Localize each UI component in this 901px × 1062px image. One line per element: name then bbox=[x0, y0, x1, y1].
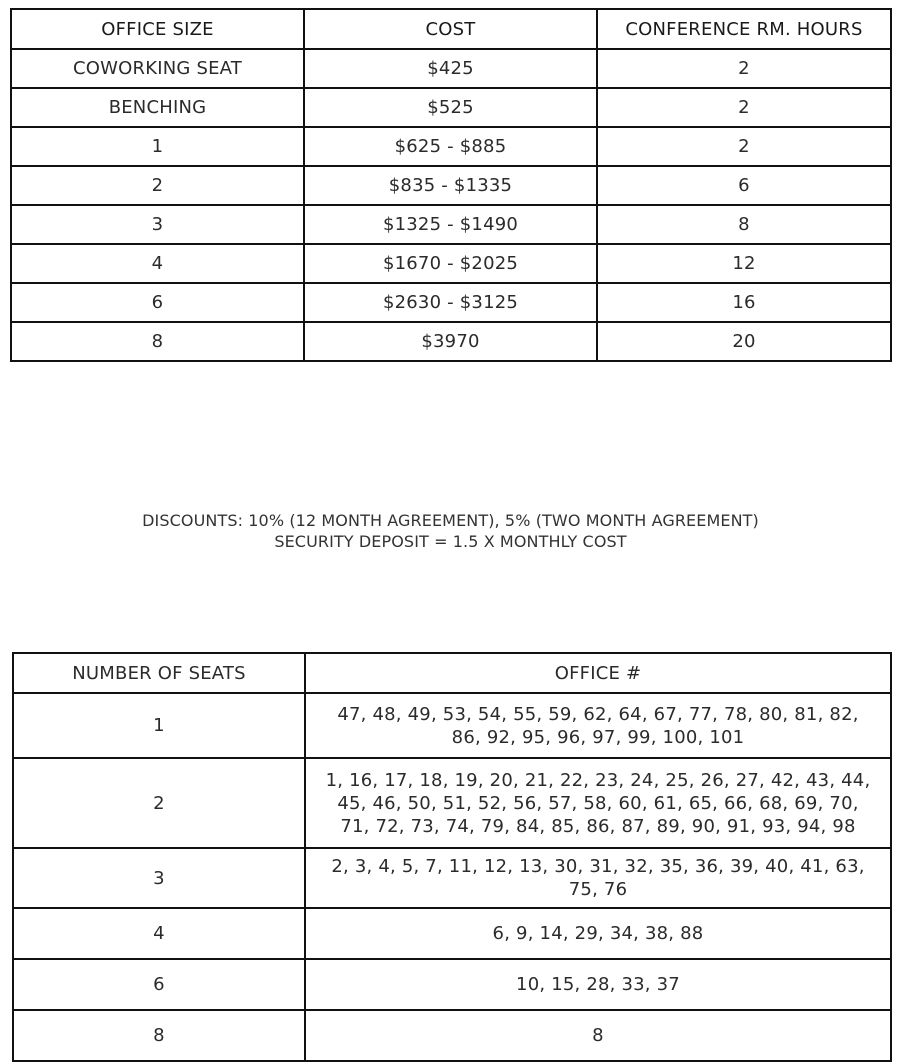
header-conference-hours: CONFERENCE RM. HOURS bbox=[597, 9, 891, 49]
pricing-row bbox=[11, 166, 891, 205]
pricing-row bbox=[11, 244, 891, 283]
pricing-row bbox=[11, 127, 891, 166]
pricing-row bbox=[11, 205, 891, 244]
office-size-cell: BENCHING bbox=[11, 88, 304, 127]
seats-table bbox=[12, 652, 892, 1062]
seats-row bbox=[13, 908, 891, 959]
office-size-cell: COWORKING SEAT bbox=[11, 49, 304, 88]
office-size-cell: 2 bbox=[11, 166, 304, 205]
header-cost: COST bbox=[304, 9, 597, 49]
pricing-notes bbox=[0, 510, 901, 552]
office-numbers-cell: 8 bbox=[305, 1010, 891, 1061]
office-numbers-cell: 6, 9, 14, 29, 34, 38, 88 bbox=[305, 908, 891, 959]
office-numbers-cell: 10, 15, 28, 33, 37 bbox=[305, 959, 891, 1010]
cost-cell: $625 - $885 bbox=[304, 127, 597, 166]
office-size-cell: 3 bbox=[11, 205, 304, 244]
seats-row bbox=[13, 693, 891, 758]
office-numbers-cell: 47, 48, 49, 53, 54, 55, 59, 62, 64, 67, 77, 78, 80, 81, 82, 86, 92, 95, 96, 97, 99, 100, 101 bbox=[305, 693, 891, 758]
pricing-table bbox=[10, 8, 892, 362]
conference-hours-cell: 2 bbox=[597, 127, 891, 166]
conference-hours-cell: 2 bbox=[597, 88, 891, 127]
cost-cell: $3970 bbox=[304, 322, 597, 361]
pricing-row bbox=[11, 322, 891, 361]
seats-row bbox=[13, 848, 891, 908]
office-size-cell: 1 bbox=[11, 127, 304, 166]
cost-cell: $835 - $1335 bbox=[304, 166, 597, 205]
conference-hours-cell: 8 bbox=[597, 205, 891, 244]
pricing-row bbox=[11, 283, 891, 322]
header-office-number: OFFICE # bbox=[305, 653, 891, 693]
discounts-note: DISCOUNTS: 10% (12 MONTH AGREEMENT), 5% (TWO MONTH AGREEMENT) bbox=[142, 511, 759, 530]
seat-count-cell: 8 bbox=[13, 1010, 305, 1061]
pricing-row bbox=[11, 49, 891, 88]
cost-cell: $2630 - $3125 bbox=[304, 283, 597, 322]
conference-hours-cell: 6 bbox=[597, 166, 891, 205]
pricing-header-row bbox=[11, 9, 891, 49]
conference-hours-cell: 12 bbox=[597, 244, 891, 283]
seats-row bbox=[13, 959, 891, 1010]
cost-cell: $525 bbox=[304, 88, 597, 127]
seat-count-cell: 3 bbox=[13, 848, 305, 908]
office-numbers-cell: 2, 3, 4, 5, 7, 11, 12, 13, 30, 31, 32, 35, 36, 39, 40, 41, 63, 75, 76 bbox=[305, 848, 891, 908]
seat-count-cell: 2 bbox=[13, 758, 305, 848]
pricing-row bbox=[11, 88, 891, 127]
office-numbers-cell: 1, 16, 17, 18, 19, 20, 21, 22, 23, 24, 25, 26, 27, 42, 43, 44, 45, 46, 50, 51, 52, 56, 57, 58, 60, 61, 65, 66, 68, 69, 70, 71, 72, 73, 74, 79, 84, 85, 86, 87, 89, 90, 91, 93, 94, 98 bbox=[305, 758, 891, 848]
office-size-cell: 8 bbox=[11, 322, 304, 361]
header-number-of-seats: NUMBER OF SEATS bbox=[13, 653, 305, 693]
seat-count-cell: 4 bbox=[13, 908, 305, 959]
conference-hours-cell: 2 bbox=[597, 49, 891, 88]
security-deposit-note: SECURITY DEPOSIT = 1.5 X MONTHLY COST bbox=[274, 532, 627, 551]
office-size-cell: 4 bbox=[11, 244, 304, 283]
seats-header-row bbox=[13, 653, 891, 693]
header-office-size: OFFICE SIZE bbox=[11, 9, 304, 49]
seats-row bbox=[13, 758, 891, 848]
conference-hours-cell: 20 bbox=[597, 322, 891, 361]
cost-cell: $1670 - $2025 bbox=[304, 244, 597, 283]
seats-row bbox=[13, 1010, 891, 1061]
seat-count-cell: 6 bbox=[13, 959, 305, 1010]
cost-cell: $1325 - $1490 bbox=[304, 205, 597, 244]
seat-count-cell: 1 bbox=[13, 693, 305, 758]
office-size-cell: 6 bbox=[11, 283, 304, 322]
cost-cell: $425 bbox=[304, 49, 597, 88]
conference-hours-cell: 16 bbox=[597, 283, 891, 322]
